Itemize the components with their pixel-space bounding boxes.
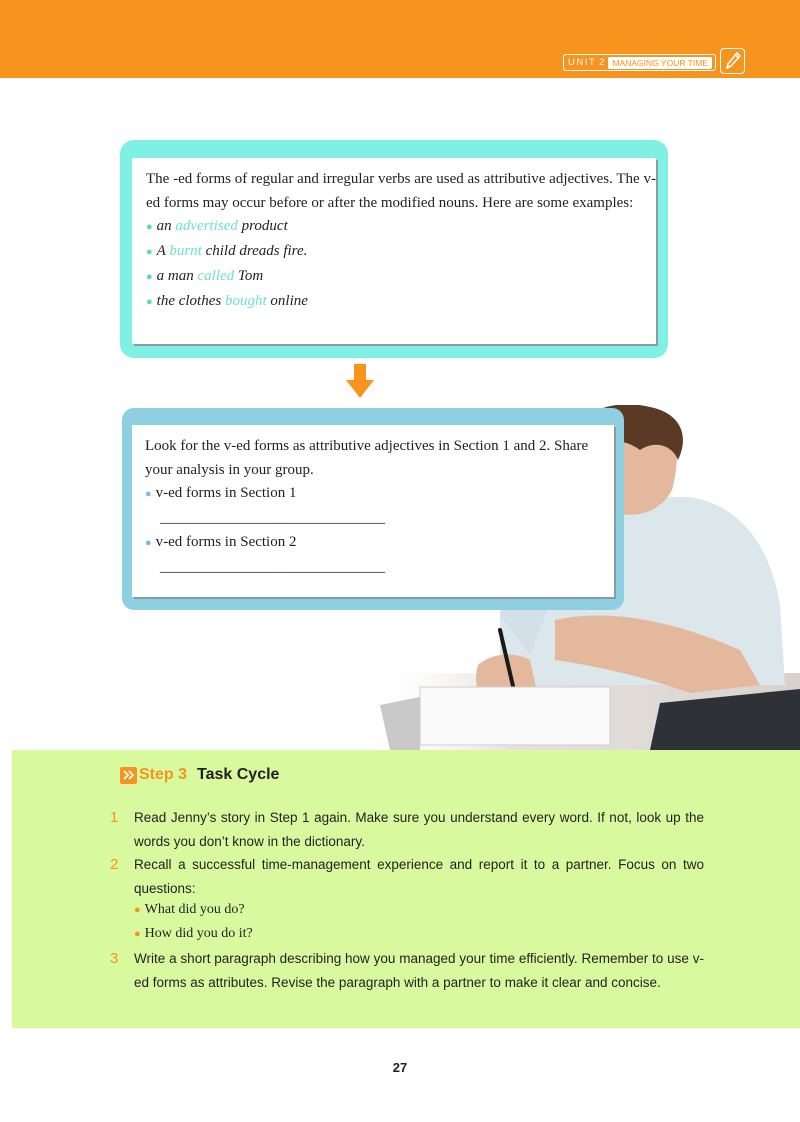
task-number: 2 bbox=[110, 856, 119, 873]
task-text: Write a short paragraph describing how you managed your time efficiently. Remember to use v-ed forms as attributes. Revise the paragraph with a partner to make it clear and concise. bbox=[134, 951, 704, 990]
task-number: 1 bbox=[110, 809, 119, 826]
grammar-intro: The -ed forms of regular and irregular verbs are used as attributive adjectives. The v-ed forms may occur before or after the modified nouns. Here are some examples: bbox=[146, 171, 656, 211]
bullet-icon: ● bbox=[134, 904, 141, 916]
unit-tag bbox=[563, 54, 716, 71]
bullet-icon: ● bbox=[145, 536, 152, 549]
example-item: ● A burnt child dreads fire. bbox=[146, 243, 308, 260]
unit-word: UNIT bbox=[567, 57, 597, 68]
down-arrow-icon bbox=[346, 364, 374, 405]
step-label: Step 3 bbox=[139, 766, 188, 783]
analysis-item: ● v-ed forms in Section 1 bbox=[145, 485, 297, 502]
bullet-icon: ● bbox=[134, 928, 141, 940]
grammar-box bbox=[120, 140, 668, 358]
task-item bbox=[110, 947, 704, 994]
task-text: Read Jenny’s story in Step 1 again. Make sure you understand every word. If not, look up the words you don’t know in the dictionary. bbox=[134, 810, 704, 849]
question-item: ● How did you do it? bbox=[134, 926, 253, 941]
task-text: Recall a successful time-management experience and report it to a partner. Focus on two questions: bbox=[134, 857, 704, 896]
analysis-box bbox=[122, 408, 624, 610]
unit-title: MANAGING YOUR TIME bbox=[608, 57, 712, 69]
task-number: 3 bbox=[110, 950, 119, 967]
pen-icon bbox=[720, 48, 745, 74]
page-number: 27 bbox=[392, 1060, 408, 1075]
analysis-item: ● v-ed forms in Section 2 bbox=[145, 533, 297, 550]
bullet-icon: ● bbox=[146, 270, 153, 283]
answer-blank[interactable]: ______________________________ bbox=[160, 558, 385, 575]
bullet-icon: ● bbox=[145, 488, 152, 501]
question-item: ● What did you do? bbox=[134, 902, 245, 917]
task-item bbox=[110, 853, 704, 900]
example-item: ● the clothes bought online bbox=[146, 292, 308, 309]
bullet-icon: ● bbox=[146, 221, 153, 234]
analysis-intro: Look for the v-ed forms as attributive adjectives in Section 1 and 2. Share your analysis in your group. bbox=[145, 438, 589, 478]
bullet-icon: ● bbox=[146, 295, 153, 308]
double-chevron-icon bbox=[120, 767, 137, 784]
bullet-icon: ● bbox=[146, 246, 153, 259]
step-title: Task Cycle bbox=[197, 766, 280, 783]
task-item bbox=[110, 806, 704, 853]
example-item: ● a man called Tom bbox=[146, 267, 264, 284]
step-heading bbox=[120, 766, 279, 784]
header-bar bbox=[0, 0, 800, 78]
example-item: ● an advertised product bbox=[146, 218, 288, 235]
unit-number: 2 bbox=[599, 57, 605, 68]
answer-blank[interactable]: ______________________________ bbox=[160, 510, 385, 527]
